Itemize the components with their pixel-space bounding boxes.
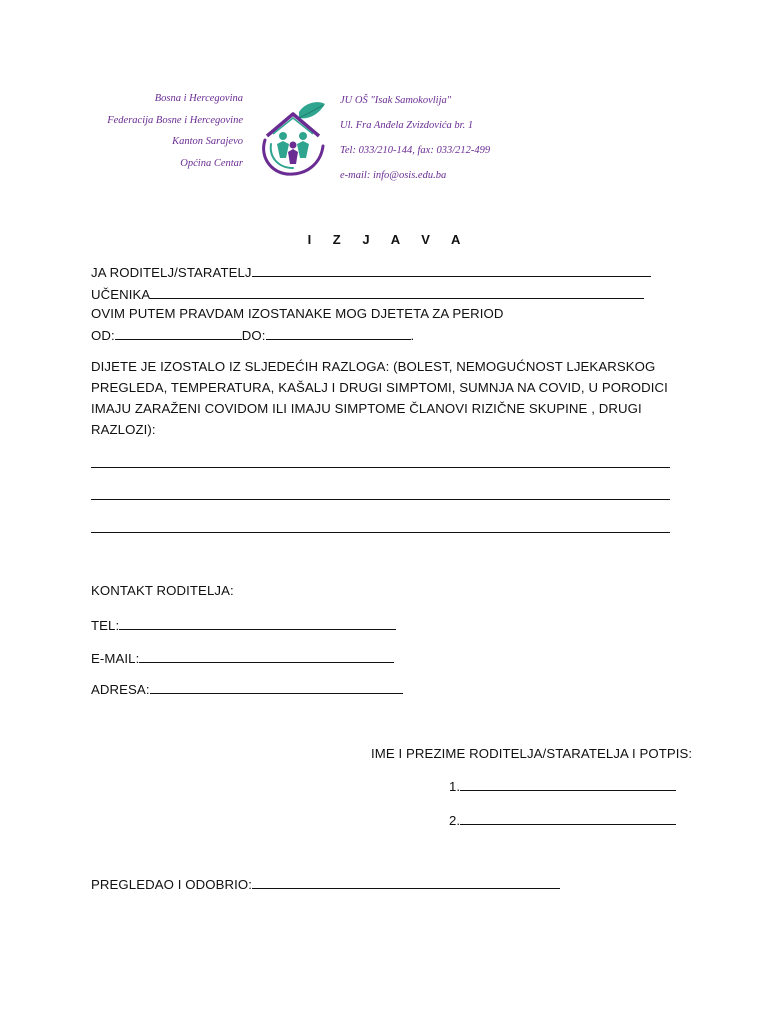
student-field xyxy=(91,286,644,303)
signature-field-2 xyxy=(449,812,676,829)
from-label: OD: xyxy=(91,328,115,343)
signature-heading: IME I PREZIME RODITELJA/STARATELJA I POTPIS: xyxy=(371,746,693,761)
address-field xyxy=(91,681,403,698)
reason-line-3[interactable] xyxy=(91,532,670,533)
from-date-line[interactable] xyxy=(115,327,242,340)
signature-line-2[interactable] xyxy=(460,812,676,825)
parent-field xyxy=(91,264,651,281)
reviewed-line[interactable] xyxy=(252,876,560,889)
reviewed-field xyxy=(91,876,560,893)
email-label: E-MAIL: xyxy=(91,651,140,666)
justify-text: OVIM PUTEM PRAVDAM IZOSTANAKE MOG DJETETA ZA PERIOD xyxy=(91,306,504,321)
reason-line-2[interactable] xyxy=(91,499,670,500)
letterhead xyxy=(0,0,768,200)
signature-field-1 xyxy=(449,778,676,795)
letterhead-canton: Kanton Sarajevo xyxy=(172,136,243,147)
to-label: DO: xyxy=(241,328,266,343)
contact-heading: KONTAKT RODITELJA: xyxy=(91,583,234,598)
student-name-line[interactable] xyxy=(150,286,644,299)
letterhead-address: Ul. Fra Anđela Zvizdovića br. 1 xyxy=(340,120,474,131)
tel-label: TEL: xyxy=(91,618,120,633)
parent-name-line[interactable] xyxy=(252,264,651,277)
address-line[interactable] xyxy=(150,681,403,694)
letterhead-federation: Federacija Bosne i Hercegovine xyxy=(107,114,243,126)
letterhead-country: Bosna i Hercegovina xyxy=(154,93,243,104)
reviewed-label: PREGLEDAO I ODOBRIO: xyxy=(91,877,253,892)
period-field xyxy=(91,327,414,344)
reason-text: DIJETE JE IZOSTALO IZ SLJEDEĆIH RAZLOGA: (BOLEST, NEMOGUĆNOST LJEKARSKOG PREGLEDA, TEMPERATURA, KAŠALJ I DRUGI SIMPTOMI, SUMNJA NA COVID, U PORODICI IMAJU ZARAŽENI COVIDOM ILI IMAJU SIMPTOME ČLANOVI RIZIČNE SKUPINE , DRUGI RAZLOZI): xyxy=(91,359,668,437)
email-line[interactable] xyxy=(139,650,394,663)
letterhead-left xyxy=(107,88,243,174)
reason-line-1[interactable] xyxy=(91,467,670,468)
student-label: UČENIKA xyxy=(91,287,151,302)
signature-line-1[interactable] xyxy=(460,778,676,791)
period-end: . xyxy=(410,328,415,343)
school-family-logo-icon xyxy=(253,100,331,178)
letterhead-school-name: JU OŠ "Isak Samokovlija" xyxy=(340,95,452,106)
letterhead-municipality: Općina Centar xyxy=(180,157,243,169)
email-field xyxy=(91,650,394,667)
tel-line[interactable] xyxy=(119,617,396,630)
tel-field xyxy=(91,617,396,634)
page-title: I Z J A V A xyxy=(307,232,470,247)
signature-number-1: 1. xyxy=(449,779,461,794)
letterhead-email: e-mail: info@osis.edu.ba xyxy=(340,170,447,181)
to-date-line[interactable] xyxy=(266,327,411,340)
signature-number-2: 2. xyxy=(449,813,461,828)
address-label: ADRESA: xyxy=(91,682,150,697)
letterhead-phone: Tel: 033/210-144, fax: 033/212-499 xyxy=(340,145,491,156)
parent-label: JA RODITELJ/STARATELJ xyxy=(91,265,252,280)
letterhead-right xyxy=(340,88,490,188)
